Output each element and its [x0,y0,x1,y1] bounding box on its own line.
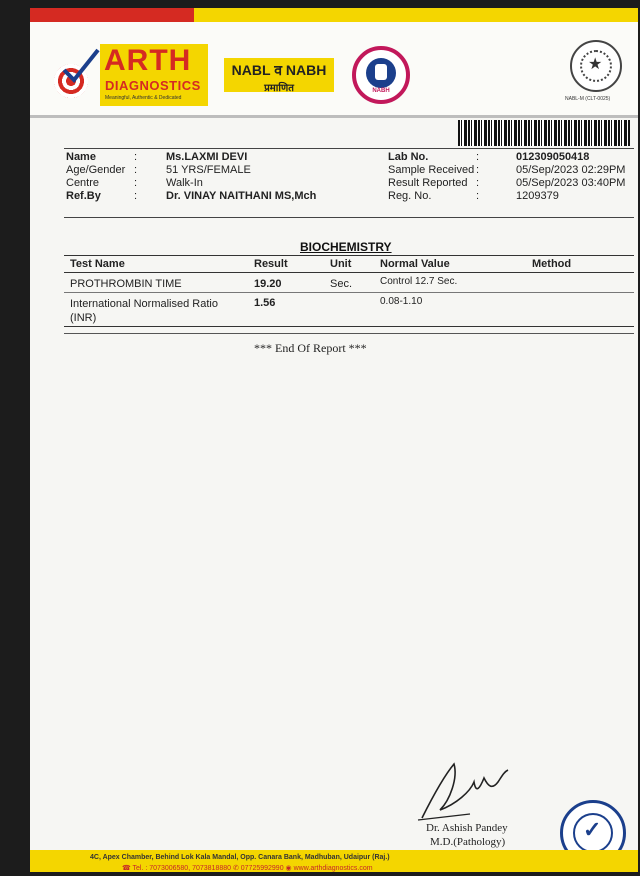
reg-no-colon: : [476,190,480,202]
row-unit: Sec. [330,278,353,290]
table-top-rule [64,255,634,256]
row-normal-value: 0.08-1.10 [380,296,423,307]
end-of-report: *** End Of Report *** [254,341,367,355]
row-test-name: PROTHROMBIN TIME [70,278,182,290]
logo-subtitle: DIAGNOSTICS [105,78,201,93]
referring-doctor: Dr. VINAY NAITHANI MS,Mch [166,190,317,202]
sample-received-date: 05/Sep/2023 02:29PM [516,164,626,176]
result-reported-label: Result Reported [388,177,468,189]
sample-received-label: Sample Received [388,164,475,176]
logo-name: ARTH [104,44,192,77]
column-normal-value: Normal Value [380,258,450,270]
name-colon: : [134,151,138,163]
doctor-name: Dr. Ashish Pandey [426,822,508,834]
nabl-m-seal-icon [570,40,622,92]
patient-age-gender: 51 YRS/FEMALE [166,164,251,176]
reg-no-label: Reg. No. [388,190,432,202]
footer-address: 4C, Apex Chamber, Behind Lok Kala Mandal, Opp. Canara Bank, Madhuban, Udaipur (Raj.) [90,854,390,861]
accreditation-subtitle: प्रमाणित [264,83,294,94]
row-result: 1.56 [254,297,276,309]
nabh-seal-text: NABH [372,88,390,94]
row-test-name-line2: (INR) [70,312,97,324]
column-test-name: Test Name [70,258,125,270]
accreditation-badge [224,58,334,92]
nabh-seal-icon [352,46,410,104]
age-gender-label: Age/Gender [66,164,126,176]
row-result: 19.20 [254,278,282,290]
footer-contact: ☎ Tel. : 7073006580, 7073818880 ✆ 07725992990 ◉ www.arthdiagnostics.com [122,865,373,872]
table-bottom-rule [64,326,634,327]
report-sheet [30,8,638,872]
name-label: Name [66,151,96,163]
lab-number: 012309050418 [516,151,590,163]
section-title: BIOCHEMISTRY [300,240,392,254]
age-gender-colon: : [134,164,138,176]
nabl-m-code: NABL-M (CLT-0025) [565,96,611,102]
ref-by-colon: : [134,190,138,202]
doctor-qualification: M.D.(Pathology) [430,836,506,848]
table-header-rule [64,272,634,273]
column-method: Method [532,258,572,270]
patient-name: Ms.LAXMI DEVI [166,151,248,163]
signature-icon [410,748,530,828]
lab-no-colon: : [476,151,480,163]
column-unit: Unit [330,258,352,270]
sample-received-colon: : [476,164,480,176]
centre-label: Centre [66,177,100,189]
centre-colon: : [134,177,138,189]
checkmark-logo-icon [60,46,100,86]
header-divider [30,115,638,118]
barcode-icon [458,120,630,146]
accreditation-title: NABL व NABH [231,62,327,78]
ref-by-label: Ref.By [66,190,101,202]
column-result: Result [254,258,288,270]
registration-number: 1209379 [516,190,559,202]
row-divider [64,292,634,293]
result-reported-colon: : [476,177,480,189]
logo-tagline: Meaningful, Authentic & Dedicated [105,95,182,101]
result-reported-date: 05/Sep/2023 03:40PM [516,177,626,189]
row-test-name: International Normalised Ratio [70,298,218,310]
table-bottom-rule-2 [64,333,634,334]
lab-no-label: Lab No. [388,151,429,163]
row-normal-value: Control 12.7 Sec. [380,276,458,287]
top-color-stripe [30,8,638,22]
nabh-emblem [366,58,396,88]
patient-centre: Walk-In [166,177,203,189]
